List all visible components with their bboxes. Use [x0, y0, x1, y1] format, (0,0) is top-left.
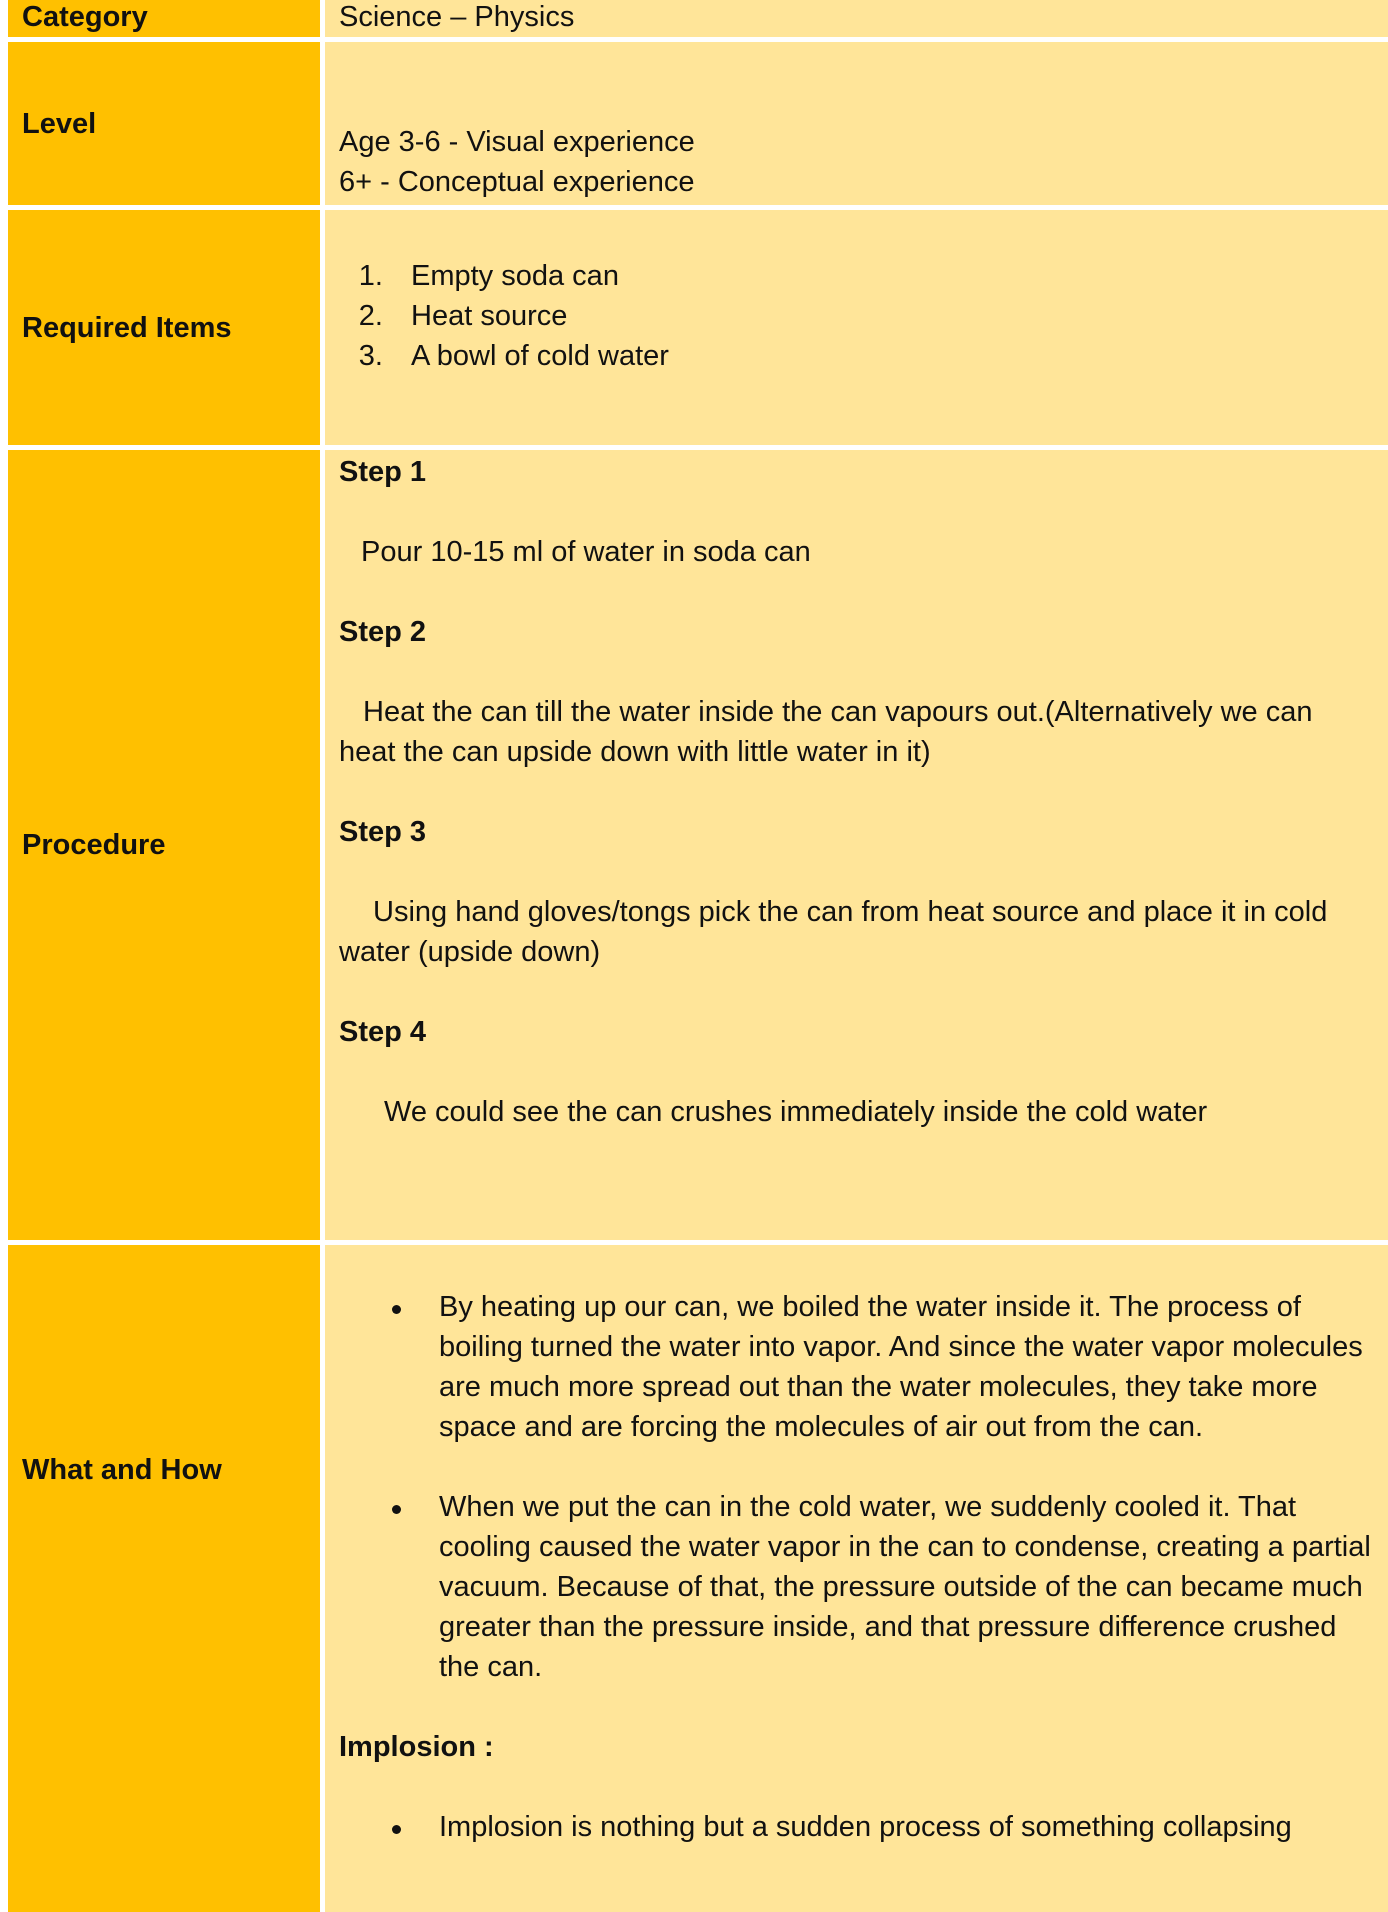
category-row [8, 0, 1388, 42]
explanation-list [339, 1287, 1374, 1447]
level-line: 6+ - Conceptual experience [339, 166, 695, 198]
what-and-how-row [8, 1245, 1388, 1912]
bullet-icon [392, 1305, 401, 1314]
procedure-value [325, 450, 1388, 1245]
list-item [439, 1807, 1374, 1847]
step-1-title: Step 1 [339, 456, 427, 488]
required-items-list [339, 256, 1374, 376]
bullet-icon [392, 1505, 401, 1514]
required-items-label: Required Items [8, 210, 325, 450]
step-3-text: Using hand gloves/tongs pick the can from heat source and place it in cold water (upside down) [339, 896, 1328, 968]
step-1-text: Pour 10-15 ml of water in soda can [361, 536, 811, 568]
explanation-list [339, 1487, 1374, 1687]
list-item [439, 1287, 1374, 1447]
explanation-text: By heating up our can, we boiled the water inside it. The process of boiling turned the water into vapor. And since the water vapor molecules are much more spread out than the water molecules, they take more space and are forcing the molecules of air out from the can. [439, 1291, 1363, 1443]
implosion-heading: Implosion : [339, 1731, 494, 1763]
what-and-how-value [325, 1245, 1388, 1912]
required-items-value [325, 210, 1388, 450]
level-label: Level [8, 42, 325, 210]
required-items-row [8, 210, 1388, 450]
list-item: 1. Empty soda can [391, 256, 1374, 296]
list-item [439, 1487, 1374, 1687]
step-3-title: Step 3 [339, 816, 427, 848]
level-row [8, 42, 1388, 210]
level-line: Age 3-6 - Visual experience [339, 126, 695, 158]
step-2-title: Step 2 [339, 616, 427, 648]
step-4-text: We could see the can crushes immediately inside the cold water [384, 1096, 1208, 1128]
explanation-text: When we put the can in the cold water, we suddenly cooled it. That cooling caused the water vapor in the can to condense, creating a partial vacuum. Because of that, the pressure outside of the can became much greater than the pressure inside, and that pressure difference crushed the can. [439, 1491, 1371, 1683]
category-label: Category [8, 0, 325, 42]
list-item: 3. A bowl of cold water [391, 336, 1374, 376]
step-4-title: Step 4 [339, 1016, 427, 1048]
level-value [325, 42, 1388, 210]
activity-table [8, 0, 1388, 1912]
what-and-how-label: What and How [8, 1245, 325, 1912]
procedure-row [8, 450, 1388, 1245]
step-2-text: Heat the can till the water inside the can vapours out.(Alternatively we can heat the can upside down with little water in it) [339, 696, 1313, 768]
list-item: 2. Heat source [391, 296, 1374, 336]
bullet-icon [392, 1825, 401, 1834]
implosion-text: Implosion is nothing but a sudden process of something collapsing [439, 1811, 1292, 1843]
category-value: Science – Physics [325, 0, 1388, 42]
implosion-list [339, 1807, 1374, 1847]
procedure-label: Procedure [8, 450, 325, 1245]
